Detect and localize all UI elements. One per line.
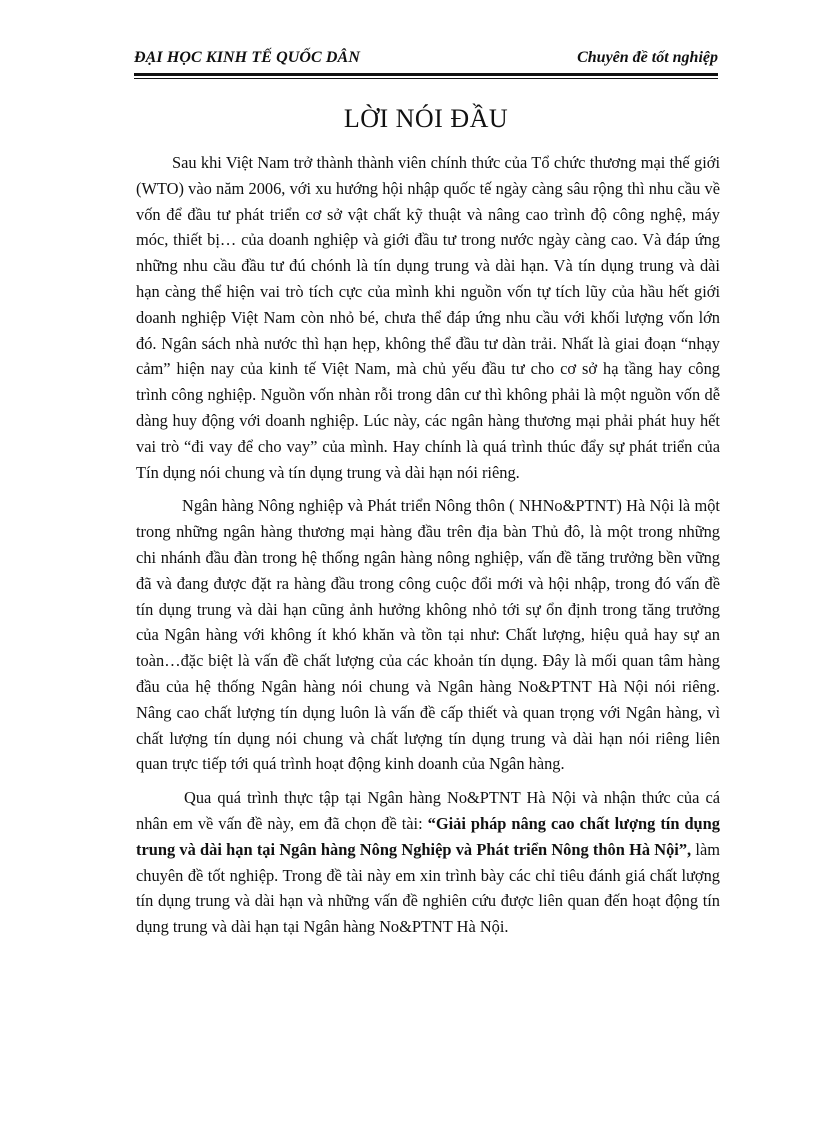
- paragraph-topic: [136, 785, 720, 940]
- document-body: [136, 150, 720, 940]
- page-title: LỜI NÓI ĐẦU: [343, 104, 509, 133]
- header-report-type: Chuyên đề tốt nghiệp: [577, 49, 718, 66]
- header-divider-thin: [134, 78, 718, 79]
- paragraph-topic-lead: Qua quá trình thực tập tại Ngân hàng No&PTNT Hà Nội và nhận thức của cá nhân em về vấn đề này, em đã chọn đề tài:: [136, 788, 720, 833]
- header-divider-thick: [134, 73, 718, 76]
- paragraph-introduction: Sau khi Việt Nam trở thành thành viên chính thức của Tổ chức thương mại thế giới (WTO) vào năm 2006, với xu hướng hội nhập quốc tế ngày càng sâu rộng thì nhu cầu về vốn để đầu tư phát triển cơ sở vật chất kỹ thuật và nâng cao trình độ công nghệ, máy móc, thiết bị… của doanh nghiệp và giới đầu tư trong nước ngày càng cao. Và đáp ứng những nhu cầu đầu tư đú chónh là tín dụng trung và dài hạn. Và tín dụng trung và dài hạn càng thể hiện vai trò tích cực của mình khi nguồn vốn tự tích lũy của hầu hết giới doanh nghiệp Việt Nam còn nhỏ bé, chưa thể đáp ứng nhu cầu với khối lượng vốn lớn đó. Ngân sách nhà nước thì hạn hẹp, không thể đầu tư dàn trải. Nhất là giai đoạn “nhạy cảm” hiện nay của kinh tế Việt Nam, mà chủ yếu đầu tư cho cơ sở hạ tầng hay công trình công nghiệp. Nguồn vốn nhàn rỗi trong dân cư thì không phải là một nguồn vốn dễ dàng huy động với doanh nghiệp. Lúc này, các ngân hàng thương mại phải phát huy hết vai trò “đi vay để cho vay” của mình. Hay chính là quá trình thúc đẩy sự phát triển của Tín dụng nói chung và tín dụng trung và dài hạn nói riêng.: [136, 153, 720, 482]
- page-header: [134, 47, 718, 73]
- paragraph-bank-context: Ngân hàng Nông nghiệp và Phát triển Nông thôn ( NHNo&PTNT) Hà Nội là một trong những ngân hàng thương mại hàng đầu trên địa bàn Thủ đô, là một trong những chi nhánh đầu đàn trong hệ thống ngân hàng nông nghiệp, vấn đề tăng trưởng bền vững đã và đang được đặt ra hàng đầu trong công cuộc đổi mới và hội nhập, trong đó vấn đề tín dụng trung và dài hạn cũng ảnh hưởng không nhỏ tới sự ổn định trong tăng trưởng của Ngân hàng với không ít khó khăn và tồn tại như: Chất lượng, hiệu quả hay sự an toàn…đặc biệt là vấn đề chất lượng của các khoản tín dụng. Đây là mối quan tâm hàng đầu của hệ thống Ngân hàng nói chung và Ngân hàng No&PTNT Hà Nội nói riêng. Nâng cao chất lượng tín dụng luôn là vấn đề cấp thiết và quan trọng với Ngân hàng, vì chất lượng tín dụng nói chung và chất lượng tín dụng trung và dài hạn nói riêng liên quan trực tiếp tới quá trình hoạt động kinh doanh của Ngân hàng.: [136, 496, 720, 774]
- paragraph-topic-tail: làm chuyên đề tốt nghiệp. Trong đề tài này em xin trình bày các chỉ tiêu đánh giá chất lượng tín dụng trung và dài hạn và những vấn đề nghiên cứu được liên quan đến hoạt động tín dụng trung và dài hạn tại Ngân hàng No&PTNT Hà Nội.: [136, 839, 720, 937]
- thesis-topic-title: “Giải pháp nâng cao chất lượng tín dụng trung và dài hạn tại Ngân hàng Nông Nghiệp và Phát triển Nông thôn Hà Nội”,: [136, 813, 720, 859]
- header-university: ĐẠI HỌC KINH TẾ QUỐC DÂN: [134, 49, 360, 66]
